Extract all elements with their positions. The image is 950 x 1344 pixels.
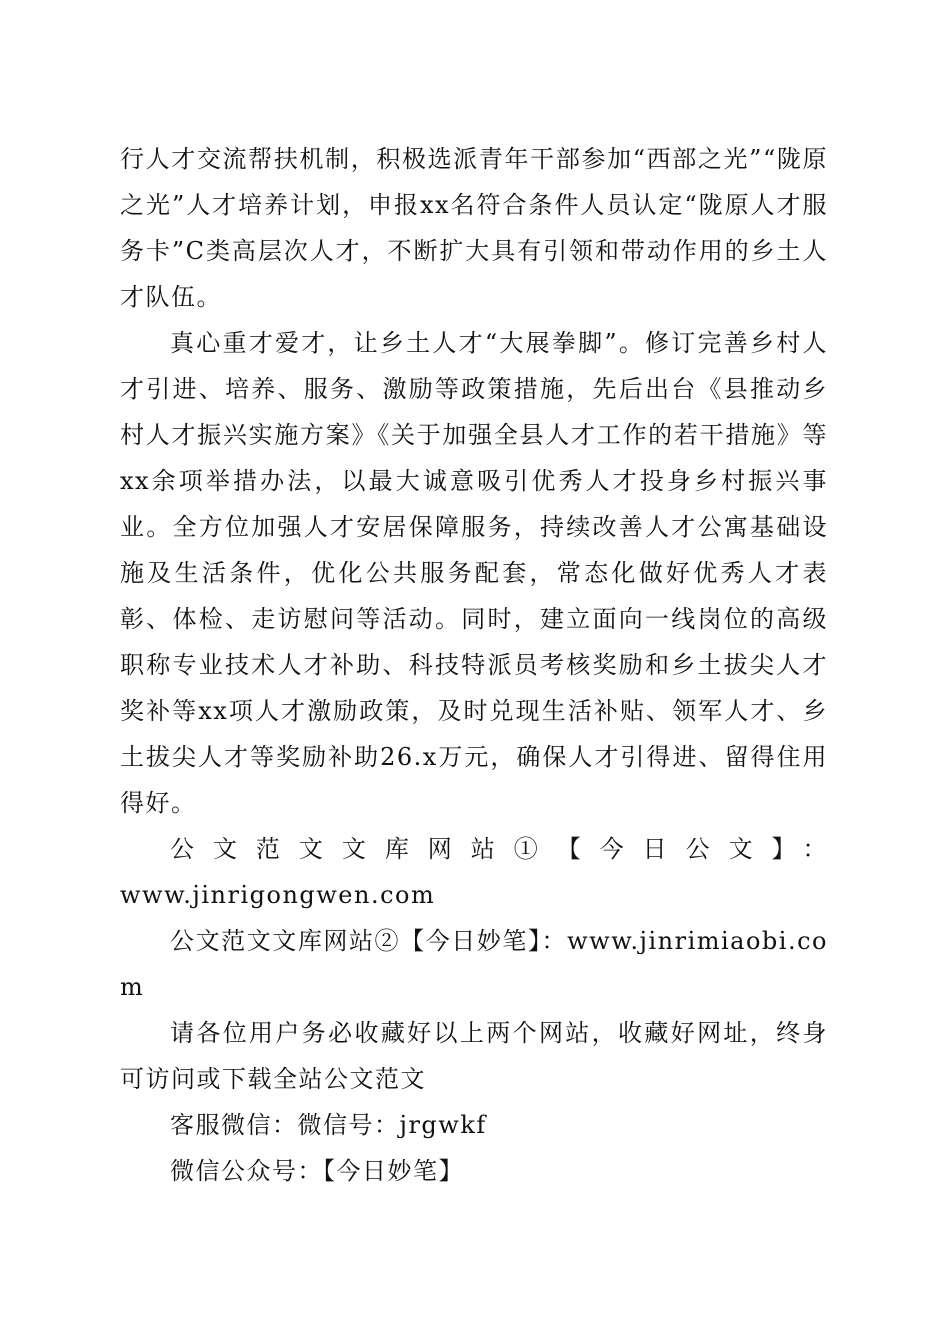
- document-page: [120, 136, 828, 1194]
- footer-site1-url[interactable]: www.jinrigongwen.com: [120, 881, 436, 909]
- body-paragraph-2: 真心重才爱才，让乡土人才“大展拳脚”。修订完善乡村人才引进、培养、服务、激励等政策措施，先后出台《县推动乡村人才振兴实施方案》《关于加强全县人才工作的若干措施》等xx余项举措办法，以最大诚意吸引优秀人才投身乡村振兴事业。全方位加强人才安居保障服务，持续改善人才公寓基础设施及生活条件，优化公共服务配套，常态化做好优秀人才表彰、体检、走访慰问等活动。同时，建立面向一线岗位的高级职称专业技术人才补助、科技特派员考核奖励和乡土拔尖人才奖补等xx项人才激励政策，及时兑现生活补贴、领军人才、乡土拔尖人才等奖励补助26.x万元，确保人才引得进、留得住用得好。: [120, 329, 828, 817]
- footer-site2[interactable]: 公文范文文库网站②【今日妙笔】：www.jinrimiaobi.com: [120, 927, 828, 1001]
- footer-notice: 请各位用户务必收藏好以上两个网站，收藏好网址，终身可访问或下载全站公文范文: [120, 1019, 828, 1093]
- body-paragraph-1: 行人才交流帮扶机制，积极选派青年干部参加“西部之光”“陇原之光”人才培养计划，申报xx名符合条件人员认定“陇原人才服务卡”C类高层次人才，不断扩大具有引领和带动作用的乡土人才队伍。: [120, 145, 828, 311]
- footer-site1-label: 公文范文文库网站①【今日公文】：: [170, 835, 828, 863]
- footer-wechat-public: 微信公众号：【今日妙笔】: [170, 1157, 464, 1185]
- footer-site1: [120, 826, 828, 918]
- footer-wechat-service: 客服微信：微信号：jrgwkf: [170, 1111, 487, 1139]
